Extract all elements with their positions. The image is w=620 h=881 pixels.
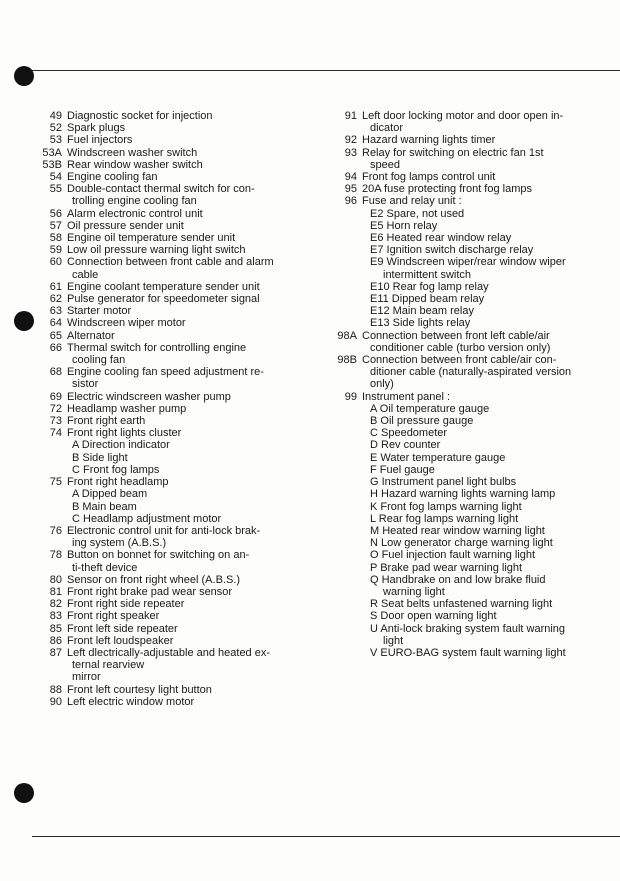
legend-entry [330,195,586,207]
legend-text: Thermal switch for controlling engine [67,341,247,354]
legend-entry [40,330,298,342]
legend-sub-item: A Direction indicator [72,439,170,452]
legend-number: 60 [49,256,62,269]
legend-sub-item: M Heated rear window warning light [370,524,545,537]
legend-number: 61 [49,280,62,293]
legend-entry [40,171,298,183]
legend-number: 94 [344,171,357,184]
legend-entry [40,623,298,635]
legend-continuation: ing system (A.B.S.) [72,537,167,550]
legend-number: 53A [42,146,62,159]
legend-text: Hazard warning lights timer [362,134,496,147]
legend-number: 98A [337,329,357,342]
legend-number: 76 [49,524,62,537]
legend-entry [40,598,298,610]
legend-text: Diagnostic socket for injection [67,110,213,122]
legend-number: 53B [42,158,62,171]
legend-text: Sensor on front right wheel (A.B.S.) [67,573,241,586]
legend-text: Pulse generator for speedometer signal [67,293,260,306]
legend-number: 66 [49,341,62,354]
legend-sub-item: S Door open warning light [370,610,497,623]
legend-number: 90 [49,695,62,708]
legend-sub-item: light [383,634,404,647]
legend-entry [40,525,298,537]
legend-entry [40,635,298,647]
punch-hole-middle [14,311,34,331]
legend-entry [40,147,298,159]
legend-number: 72 [49,402,62,415]
legend-entry [40,256,298,268]
legend-text: Headlamp washer pump [67,402,187,415]
legend-sub-item: L Rear fog lamps warning light [370,512,519,525]
legend-text: Connection between front cable/air con- [362,354,557,367]
legend-entry [40,684,298,696]
legend-number: 73 [49,415,62,428]
legend-continuation: sistor [72,378,99,391]
legend-entry [40,391,298,403]
legend-number: 52 [49,122,62,135]
legend-number: 62 [49,293,62,306]
legend-number: 83 [49,610,62,623]
legend-text: Windscreen washer switch [67,146,198,159]
legend-text: Windscreen wiper motor [67,317,186,330]
legend-text: Oil pressure sender unit [67,219,184,232]
legend-number: 85 [49,622,62,635]
legend-left-column [40,110,298,708]
legend-entry [40,220,298,232]
legend-text: Spark plugs [67,122,126,135]
legend-entry [40,293,298,305]
legend-sub-item: B Side light [72,451,128,464]
legend-entry [40,208,298,220]
legend-text: Alarm electronic control unit [67,207,203,220]
legend-entry [40,549,298,561]
legend-number: 92 [344,134,357,147]
legend-entry [40,317,298,329]
legend-sub-item: G Instrument panel light bulbs [370,476,517,489]
legend-entry [330,354,586,366]
legend-text: Engine cooling fan [67,171,158,184]
legend-entry [40,122,298,134]
legend-sub-item: B Main beam [72,500,137,513]
legend-entry [40,342,298,354]
legend-number: 69 [49,390,62,403]
legend-text: Left door locking motor and door open in- [362,110,564,122]
legend-entry [40,586,298,598]
legend-number: 54 [49,171,62,184]
legend-sub-item: O Fuel injection fault warning light [370,549,536,562]
legend-entry [40,110,298,122]
legend-text: Connection between front cable and alarm [67,256,274,269]
legend-entry [40,574,298,586]
legend-text: Low oil pressure warning light switch [67,244,246,257]
legend-number: 65 [49,329,62,342]
legend-number: 93 [344,146,357,159]
legend-entry [40,610,298,622]
legend-text: Double-contact thermal switch for con- [67,183,255,196]
legend-number: 74 [49,427,62,440]
legend-sub-item: E Water temperature gauge [370,451,506,464]
legend-number: 88 [49,683,62,696]
legend-entry [40,366,298,378]
punch-hole-bottom [14,783,34,803]
legend-number: 55 [49,183,62,196]
legend-sub-item: C Front fog lamps [72,463,160,476]
legend-continuation: speed [370,158,400,171]
legend-entry [40,305,298,317]
punch-hole-top [14,66,34,86]
legend-number: 78 [49,549,62,562]
legend-sub-item: E12 Main beam relay [370,305,474,318]
legend-entry [330,147,586,159]
legend-entry [40,403,298,415]
legend-number: 59 [49,244,62,257]
legend-text: Engine coolant temperature sender unit [67,280,260,293]
legend-entry [40,415,298,427]
legend-entry [40,244,298,256]
legend-sub-item: K Front fog lamps warning light [370,500,522,513]
legend-text: Front left loudspeaker [67,634,174,647]
legend-number: 56 [49,207,62,220]
legend-sub-item: R Seat belts unfastened warning light [370,598,553,611]
legend-continuation: only) [370,378,394,391]
legend-entry [330,171,586,183]
legend-number: 86 [49,634,62,647]
legend-entry [40,134,298,146]
legend-text: Front left side repeater [67,622,178,635]
legend-text: Front right headlamp [67,476,169,489]
legend-number: 87 [49,646,62,659]
legend-text: Electric windscreen washer pump [67,390,231,403]
legend-number: 95 [344,183,357,196]
legend-sub-item: E6 Heated rear window relay [370,232,512,245]
legend-sub-item: N Low generator charge warning light [370,537,553,550]
legend-sub-item: U Anti-lock braking system fault warning [370,622,566,635]
legend-number: 68 [49,366,62,379]
legend-continuation: cooling fan [72,354,126,367]
legend-continuation: dicator [370,122,404,135]
legend-text: Engine cooling fan speed adjustment re- [67,366,264,379]
legend-sub-item: E13 Side lights relay [370,317,471,330]
legend-continuation: mirror [72,671,101,684]
legend-text: Instrument panel : [362,390,451,403]
legend-sub-item: intermittent switch [383,268,472,281]
legend-sub-item: B Oil pressure gauge [370,415,474,428]
legend-number: 64 [49,317,62,330]
legend-entry [40,476,298,488]
legend-entry [330,134,586,146]
legend-text: Front right side repeater [67,598,185,611]
legend-text: Starter motor [67,305,132,318]
legend-sub-item: E10 Rear fog lamp relay [370,280,489,293]
legend-entry [40,281,298,293]
legend-number: 63 [49,305,62,318]
legend-text: Front right earth [67,415,146,428]
legend-continuation: ti-theft device [72,561,138,574]
legend-entry [330,391,586,403]
legend-text: Rear window washer switch [67,158,203,171]
legend-number: 91 [344,110,357,122]
legend-sub-item: P Brake pad wear warning light [370,561,523,574]
legend-number: 57 [49,219,62,232]
legend-entry [40,696,298,708]
legend-continuation: ditioner cable (naturally-aspirated version [370,366,572,379]
legend-entry [40,647,298,659]
legend-number: 82 [49,598,62,611]
legend-entry [330,110,586,122]
legend-number: 99 [344,390,357,403]
legend-sub-item: A Dipped beam [72,488,148,501]
legend-entry [40,183,298,195]
legend-sub-item: E9 Windscreen wiper/rear window wiper [370,256,566,269]
bottom-rule [32,836,620,837]
legend-text: Front left courtesy light button [67,683,212,696]
legend-sub-item: E2 Spare, not used [370,207,465,220]
legend-sub-item: F Fuel gauge [370,463,435,476]
legend-text: Alternator [67,329,115,342]
legend-sub-item: E7 Ignition switch discharge relay [370,244,534,257]
legend-continuation: ternal rearview [72,659,145,672]
legend-continuation: cable [72,268,99,281]
legend-sub-item: H Hazard warning lights warning lamp [370,488,556,501]
legend-number: 58 [49,232,62,245]
legend-text: Front fog lamps control unit [362,171,496,184]
legend-sub-item: Q Handbrake on and low brake fluid [370,573,546,586]
legend-sub-item: D Rev counter [370,439,441,452]
legend-text: Relay for switching on electric fan 1st [362,146,544,159]
legend-text: Connection between front left cable/air [362,329,550,342]
legend-text: Engine oil temperature sender unit [67,232,236,245]
legend-number: 49 [49,110,62,122]
legend-sub-item: V EURO-BAG system fault warning light [370,646,566,659]
legend-text: Left electric window motor [67,695,195,708]
legend-number: 75 [49,476,62,489]
legend-text: Fuse and relay unit : [362,195,462,208]
legend-text: Electronic control unit for anti-lock brak- [67,524,261,537]
legend-text: 20A fuse protecting front fog lamps [362,183,532,196]
top-rule [32,70,620,71]
legend-sub-item: E11 Dipped beam relay [370,293,485,306]
legend-sub-item: warning light [383,585,445,598]
legend-text: Front right speaker [67,610,160,623]
legend-text: Button on bonnet for switching on an- [67,549,250,562]
legend-sub-item: E5 Horn relay [370,219,438,232]
legend-text: Left dlectrically-adjustable and heated ex- [67,646,271,659]
legend-right-column [330,110,586,659]
legend-number: 80 [49,573,62,586]
legend-entry [40,159,298,171]
legend-text: Front right lights cluster [67,427,182,440]
legend-entry [40,232,298,244]
legend-number: 98B [337,354,357,367]
legend-sub-item: C Headlamp adjustment motor [72,512,222,525]
legend-entry [330,183,586,195]
legend-number: 81 [49,585,62,598]
legend-number: 53 [49,134,62,147]
legend-text: Front right brake pad wear sensor [67,585,233,598]
legend-text: Fuel injectors [67,134,133,147]
legend-continuation: conditioner cable (turbo version only) [370,341,551,354]
legend-entry [330,330,586,342]
legend-sub-item: C Speedometer [370,427,448,440]
legend-number: 96 [344,195,357,208]
legend-continuation: trolling engine cooling fan [72,195,197,208]
legend-entry [40,427,298,439]
legend-sub-item: A Oil temperature gauge [370,402,490,415]
